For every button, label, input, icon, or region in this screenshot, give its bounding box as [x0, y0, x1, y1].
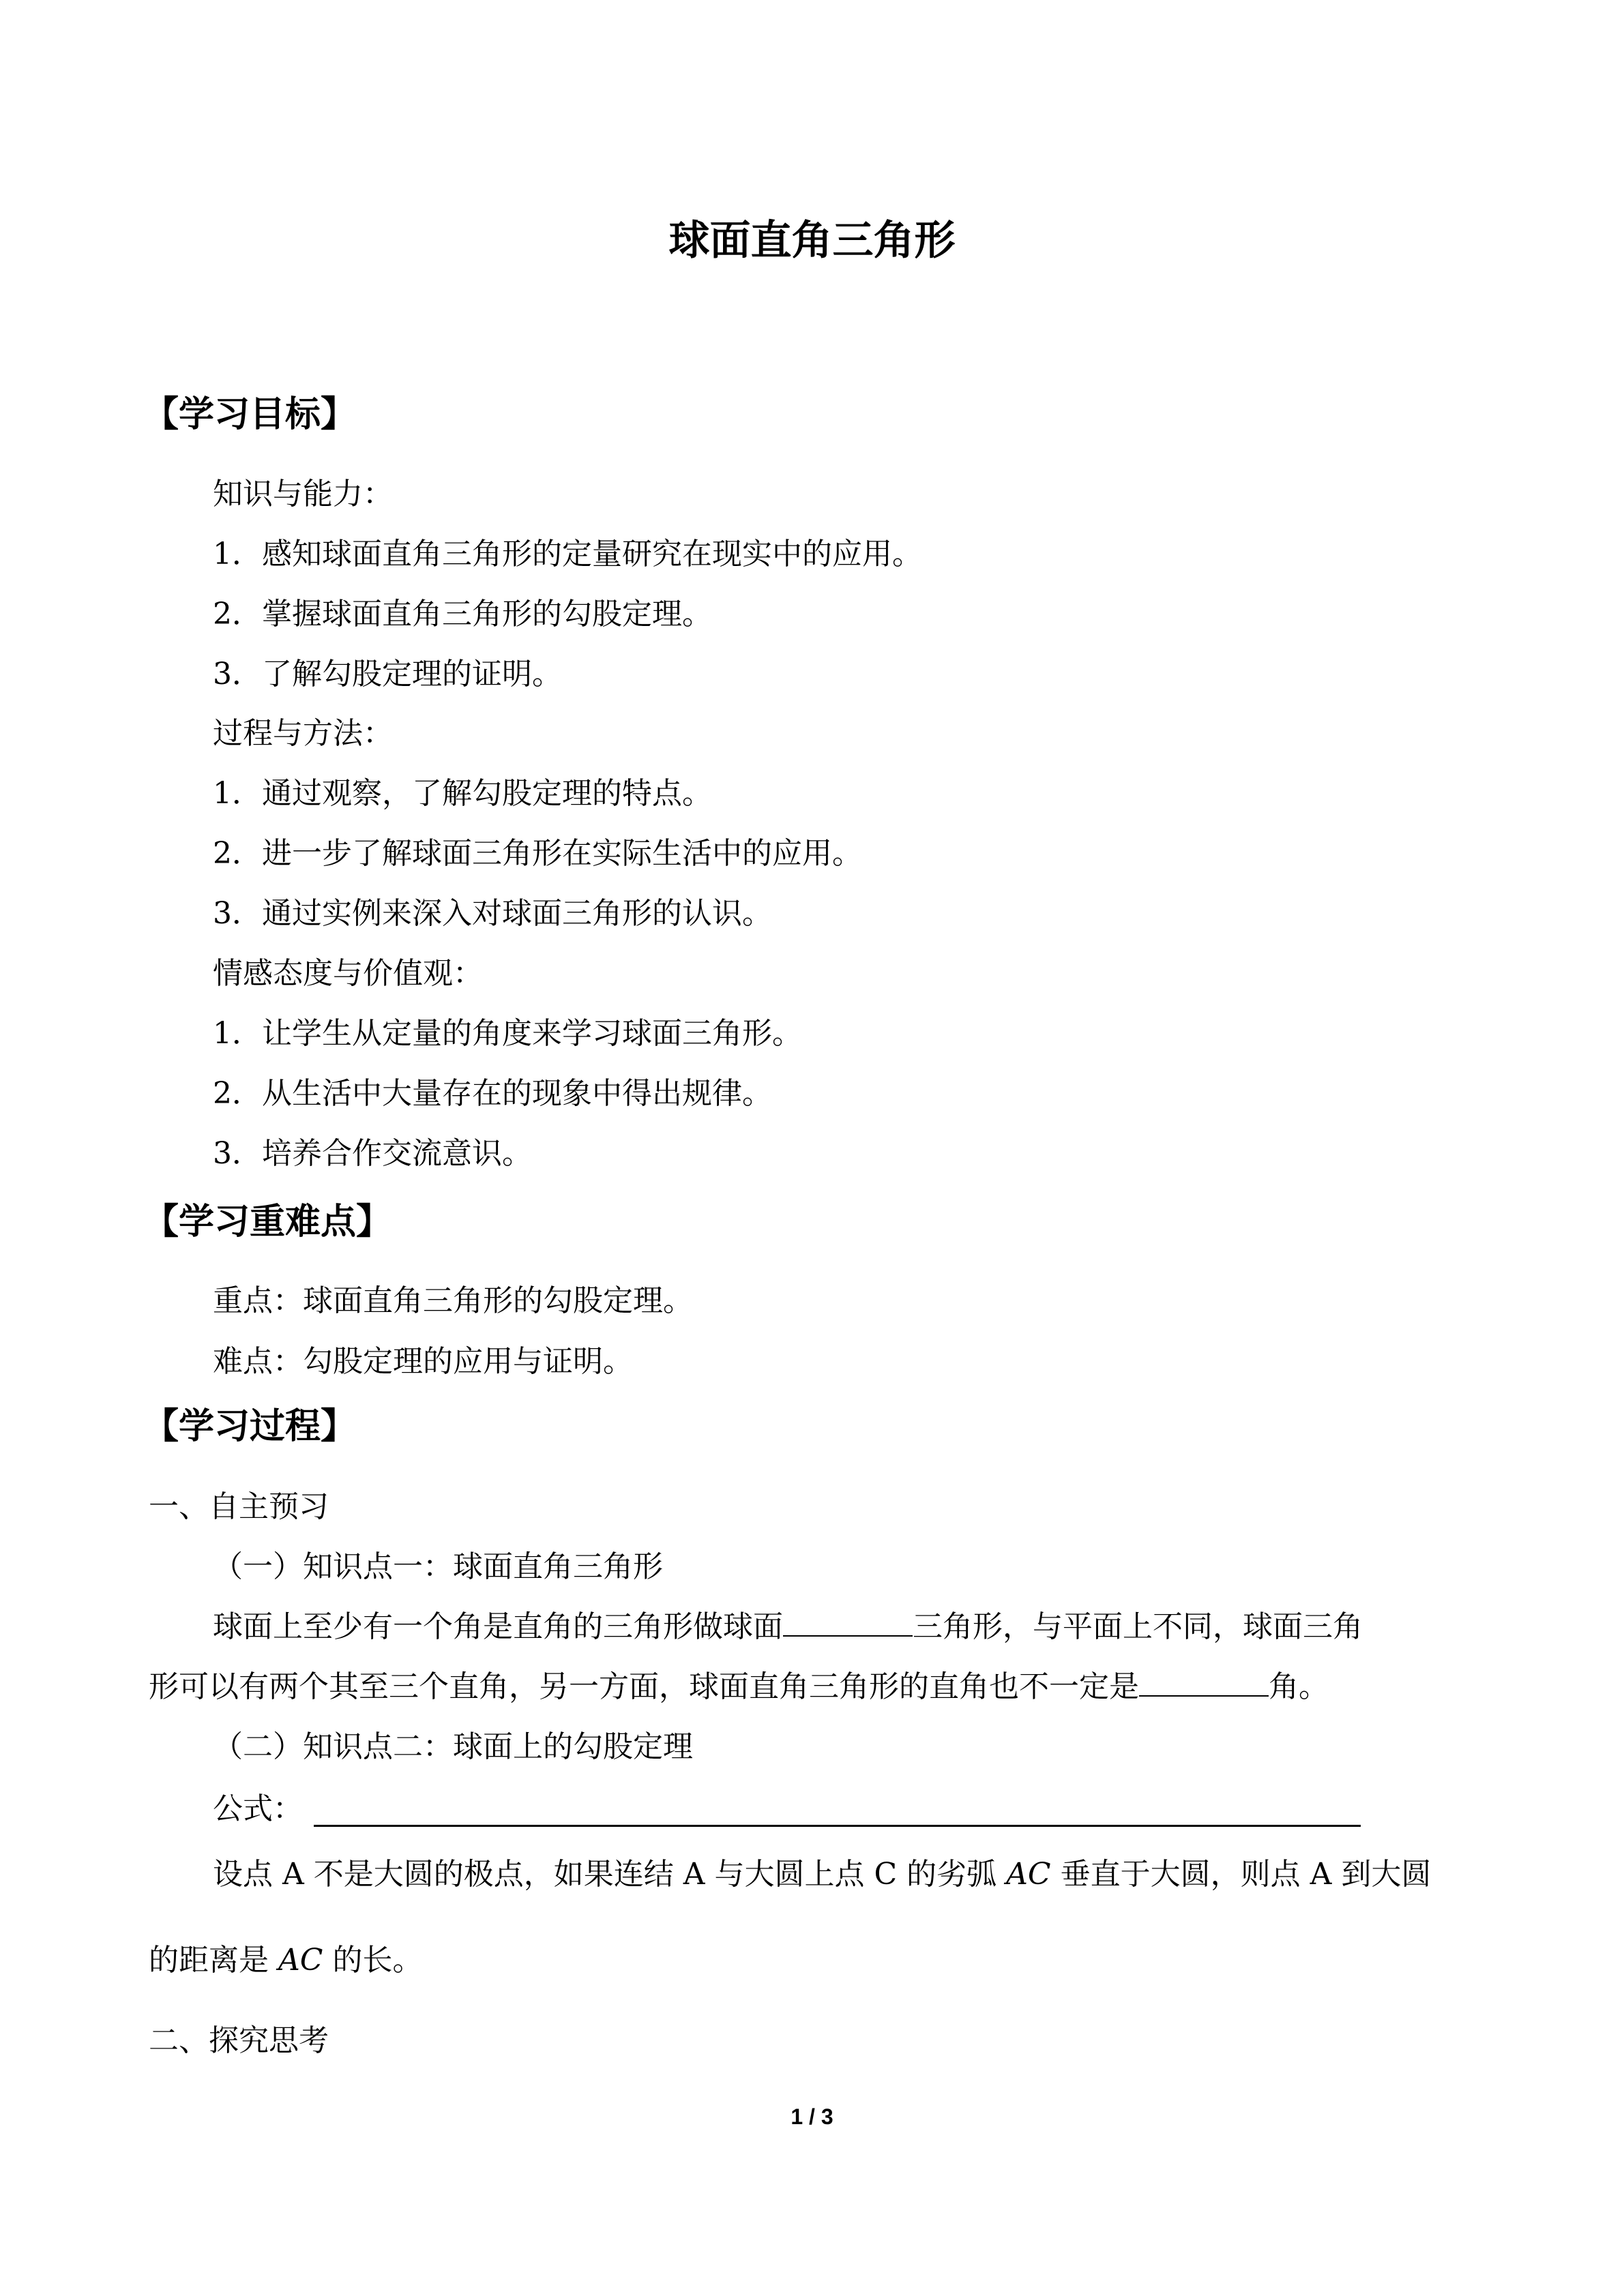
paragraph-1-text-a: 球面上至少有一个角是直角的三角形做球面: [213, 1609, 783, 1644]
paragraph-1-text-d: 角。: [1269, 1669, 1329, 1704]
paragraph-2-line-2: [149, 1938, 422, 1983]
key-point-important: 重点：球面直角三角形的勾股定理。: [213, 1283, 693, 1318]
formula-label: 公式：: [213, 1791, 303, 1826]
knowledge-item-3: 3．了解勾股定理的证明。: [213, 657, 562, 691]
paragraph-3-text-a: 的距离是: [149, 1943, 269, 1978]
process-item-2: 2．进一步了解球面三角形在实际生活中的应用。: [213, 836, 862, 871]
paragraph-2-text-b: 垂直于大圆，则点 A 到大圆: [1060, 1857, 1432, 1892]
process-label: 过程与方法：: [213, 716, 393, 751]
fill-blank-1[interactable]: [783, 1608, 913, 1637]
section-explore: 二、探究思考: [149, 2023, 329, 2058]
attitude-item-1: 1．让学生从定量的角度来学习球面三角形。: [213, 1016, 802, 1051]
formula-blank-line[interactable]: [314, 1825, 1361, 1827]
heading-process: 【学习过程】: [143, 1406, 357, 1447]
fill-blank-2[interactable]: [1139, 1668, 1269, 1697]
arc-ac-label-2: AC: [278, 1943, 323, 1978]
paragraph-3-text-b: 的长。: [332, 1943, 423, 1978]
knowledge-point-1-title: （一）知识点一：球面直角三角形: [213, 1549, 663, 1584]
knowledge-item-2: 2．掌握球面直角三角形的勾股定理。: [213, 597, 712, 631]
paragraph-1-line-1: [213, 1605, 1363, 1650]
knowledge-point-2-title: （二）知识点二：球面上的勾股定理: [213, 1729, 693, 1764]
paragraph-1-text-c: 形可以有两个其至三个直角，另一方面，球面直角三角形的直角也不一定是: [149, 1669, 1139, 1704]
attitude-label: 情感态度与价值观：: [213, 956, 483, 991]
paragraph-2-text-a: 设点 A 不是大圆的极点，如果连结 A 与大圆上点 C 的劣弧: [213, 1857, 997, 1892]
paragraph-1-line-2: [149, 1665, 1329, 1710]
paragraph-2-line-1: [213, 1852, 1431, 1897]
process-item-1: 1．通过观察，了解勾股定理的特点。: [213, 776, 712, 811]
attitude-item-3: 3．培养合作交流意识。: [213, 1136, 532, 1171]
knowledge-label: 知识与能力：: [213, 477, 393, 511]
key-point-difficult: 难点：勾股定理的应用与证明。: [213, 1344, 633, 1379]
heading-key-points: 【学习重难点】: [143, 1202, 392, 1242]
knowledge-item-1: 1．感知球面直角三角形的定量研究在现实中的应用。: [213, 537, 922, 571]
attitude-item-2: 2．从生活中大量存在的现象中得出规律。: [213, 1076, 772, 1111]
arc-ac-label: AC: [1006, 1857, 1051, 1892]
paragraph-1-text-b: 三角形，与平面上不同，球面三角: [913, 1609, 1363, 1644]
heading-objectives: 【学习目标】: [143, 394, 357, 435]
section-self-study: 一、自主预习: [149, 1489, 329, 1524]
process-item-3: 3．通过实例来深入对球面三角形的认识。: [213, 896, 772, 931]
page-title: 球面直角三角形: [668, 217, 956, 265]
page-number: 1 / 3: [791, 2104, 833, 2129]
